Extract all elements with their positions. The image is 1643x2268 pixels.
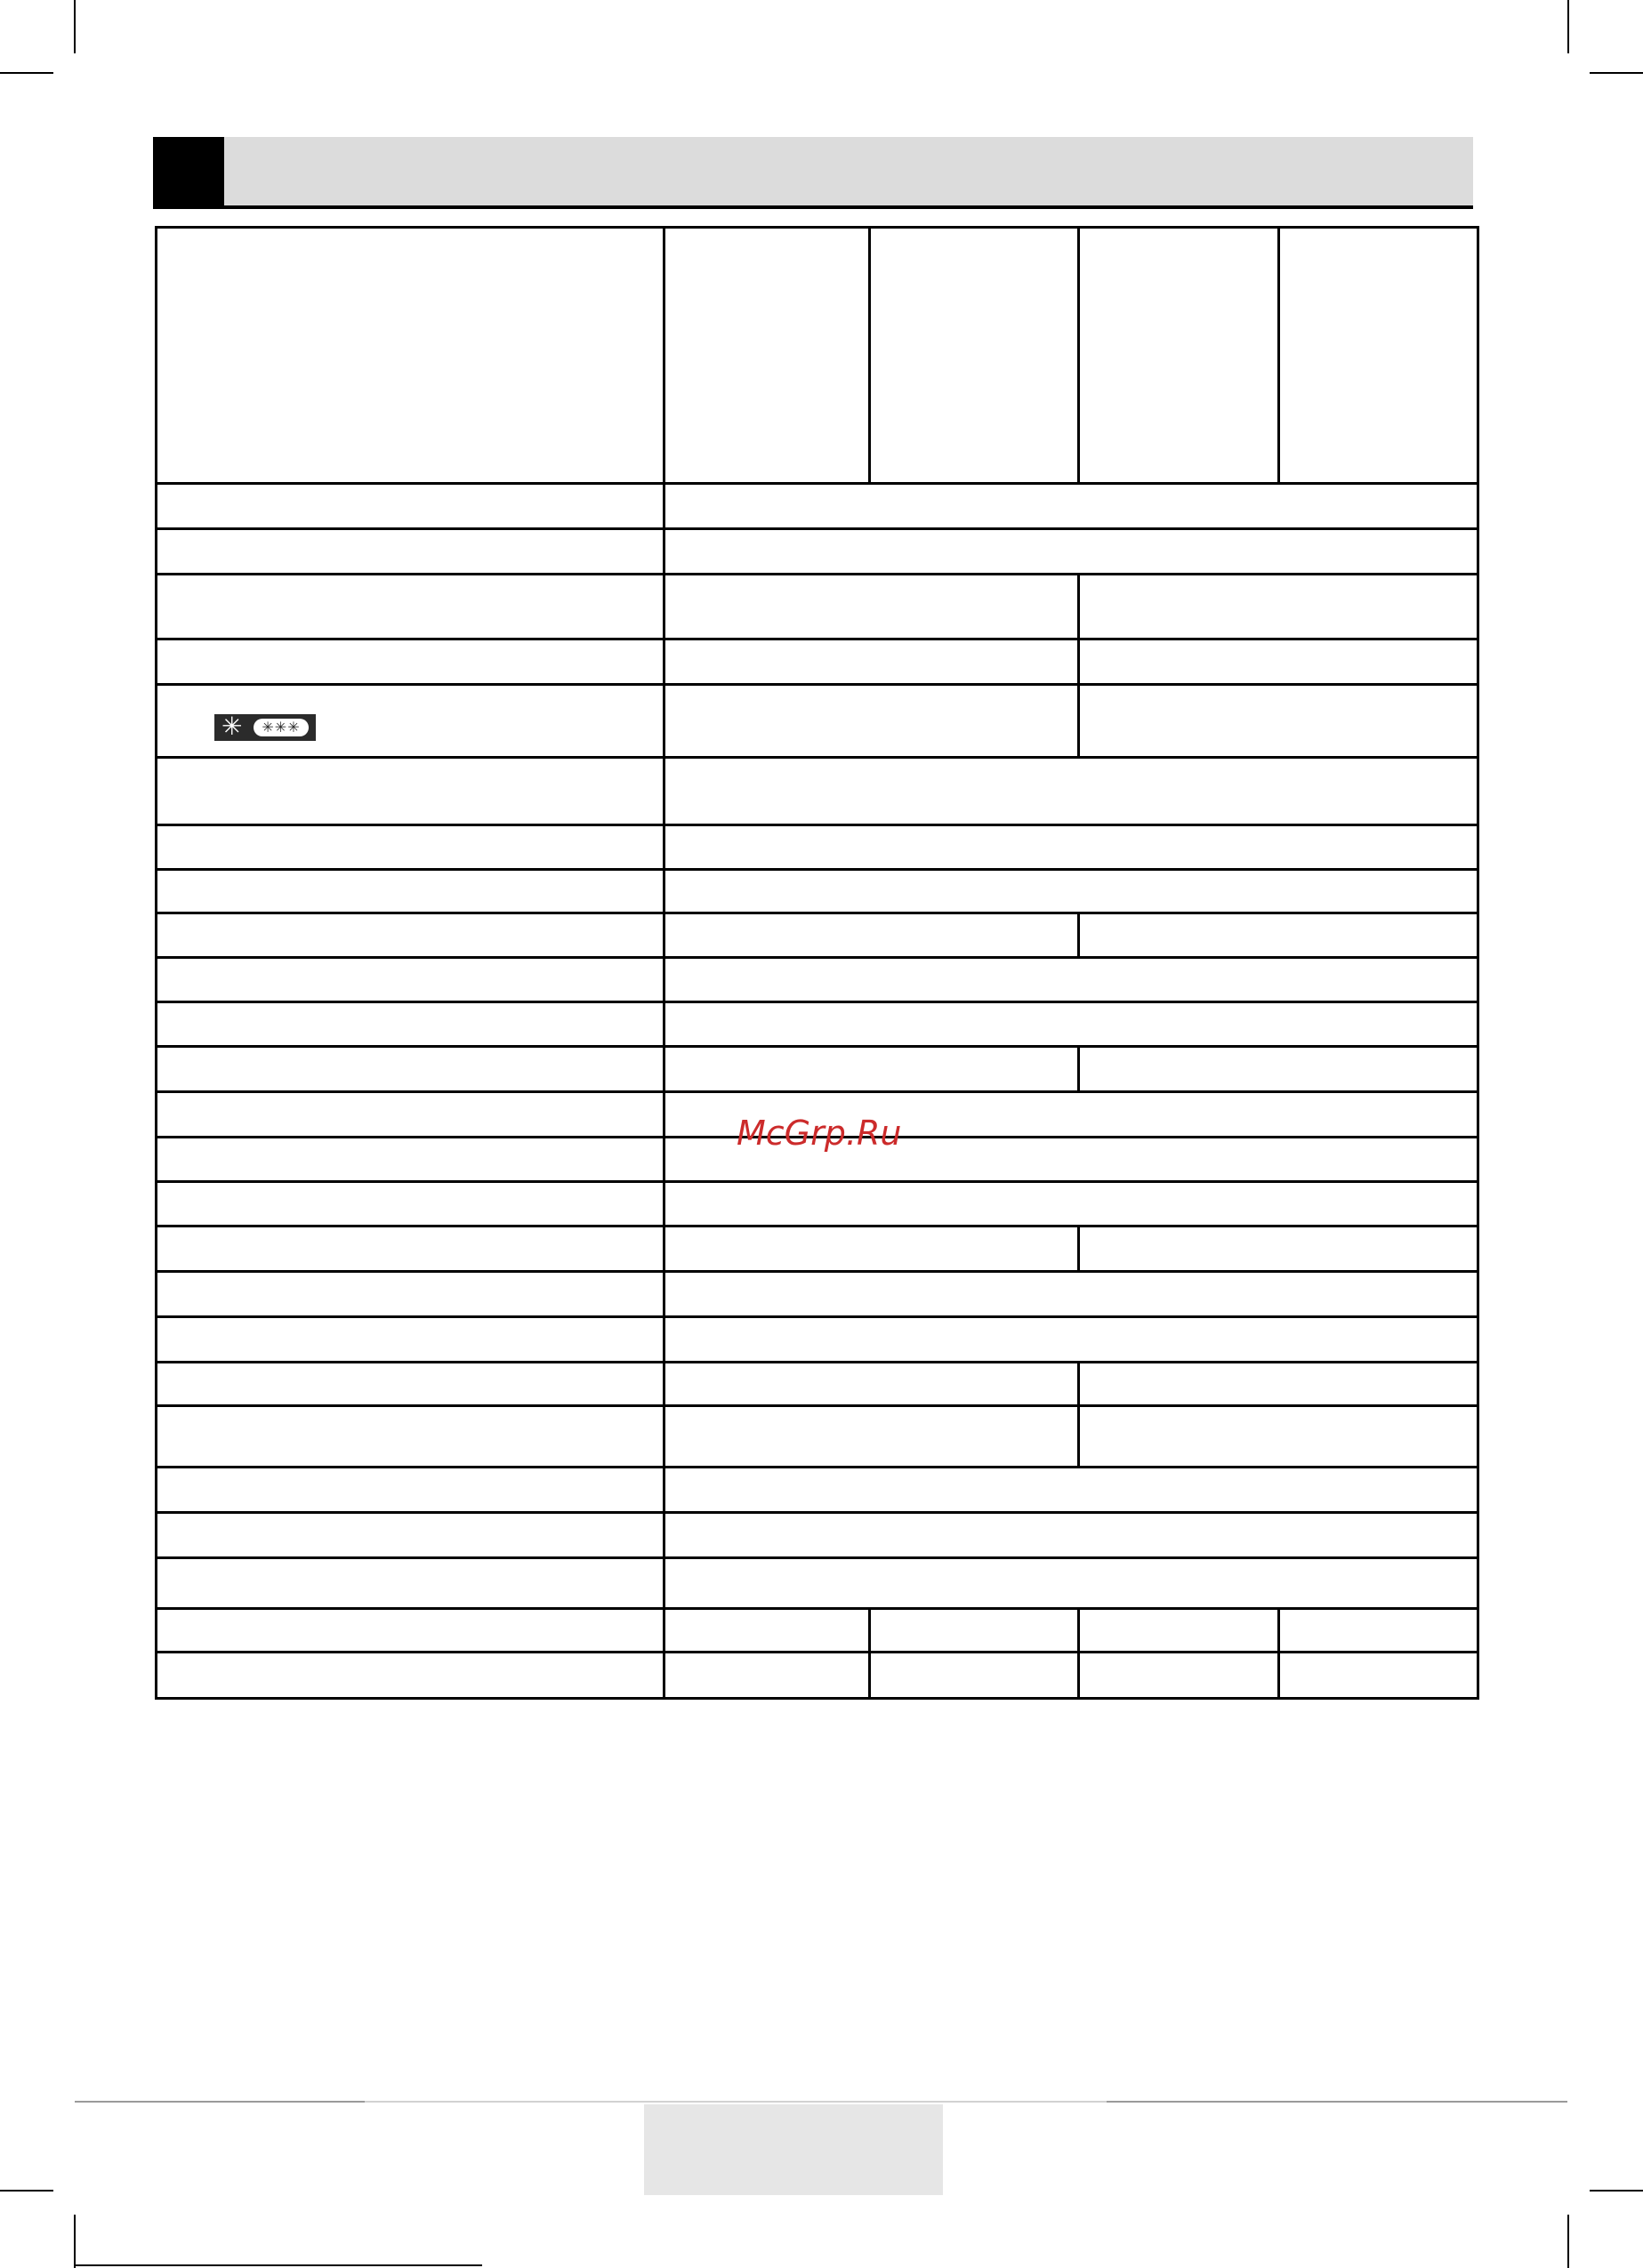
bottom-edge-line: [75, 2264, 482, 2266]
table-cell: [157, 1047, 664, 1092]
table-cell: [664, 484, 1478, 529]
table-cell: [664, 685, 1079, 758]
table-row: [157, 1317, 1478, 1363]
table-cell: [664, 958, 1478, 1002]
table-cell: [1079, 1609, 1279, 1653]
table-cell: [1279, 228, 1478, 484]
table-cell: [157, 1558, 664, 1609]
table-row: [157, 1609, 1478, 1653]
table-cell: [157, 1002, 664, 1047]
crop-mark: [1590, 72, 1643, 74]
table-cell: [664, 1182, 1478, 1226]
table-cell: [157, 1272, 664, 1317]
crop-mark: [1590, 2190, 1643, 2192]
table-cell: [870, 228, 1079, 484]
table-row: [157, 639, 1478, 685]
crop-mark: [0, 2190, 53, 2192]
table-cell: [157, 639, 664, 685]
table-header-row: [157, 228, 1478, 484]
table-row: [157, 1182, 1478, 1226]
table-cell: [1079, 1047, 1478, 1092]
spec-table: [155, 226, 1479, 1700]
table-cell: [157, 228, 664, 484]
table-cell: [664, 825, 1478, 870]
table-cell: [157, 1468, 664, 1513]
table-row: [157, 1406, 1478, 1468]
table-row: [157, 1653, 1478, 1699]
table-cell: [157, 1182, 664, 1226]
table-row: [157, 913, 1478, 958]
table-cell: [157, 484, 664, 529]
table-cell: [1279, 1609, 1478, 1653]
footer-rule-left: [75, 2101, 365, 2103]
table-cell: [157, 1092, 664, 1138]
table-row: [157, 825, 1478, 870]
table-cell: [664, 1653, 870, 1699]
table-cell: [664, 228, 870, 484]
table-cell: [664, 1609, 870, 1653]
table-cell: [157, 958, 664, 1002]
table-cell: [1079, 639, 1478, 685]
table-row: [157, 1226, 1478, 1272]
table-cell: [157, 1653, 664, 1699]
table-cell: [157, 1317, 664, 1363]
table-cell: [664, 870, 1478, 913]
table-cell: [1079, 913, 1478, 958]
crop-mark: [74, 0, 76, 53]
table-cell: [1079, 1226, 1478, 1272]
table-cell: [664, 1272, 1478, 1317]
table-cell: [1079, 1406, 1478, 1468]
section-header-rule: [153, 205, 1473, 209]
snowflake-icon: ✳: [221, 712, 243, 741]
table-cell: [870, 1609, 1079, 1653]
table-cell: [157, 1138, 664, 1182]
table-row: [157, 575, 1478, 639]
table-cell: [1079, 685, 1478, 758]
table-cell: [157, 1226, 664, 1272]
table-cell: [664, 1558, 1478, 1609]
table-cell: [664, 1002, 1478, 1047]
table-cell: [1079, 575, 1478, 639]
table-row: [157, 484, 1478, 529]
table-cell: [157, 825, 664, 870]
table-cell: [664, 1513, 1478, 1558]
table-cell: [157, 1609, 664, 1653]
table-row: [157, 1468, 1478, 1513]
crop-mark: [1567, 2215, 1569, 2268]
table-row: [157, 958, 1478, 1002]
table-cell: [157, 529, 664, 575]
table-row: [157, 529, 1478, 575]
table-cell: [1079, 1653, 1279, 1699]
table-cell: [157, 1363, 664, 1406]
table-cell: [664, 1363, 1079, 1406]
table-row: [157, 1558, 1478, 1609]
crop-mark: [74, 2215, 76, 2268]
page-number-box: [644, 2104, 943, 2195]
table-cell: [870, 1653, 1079, 1699]
table-cell: [664, 575, 1079, 639]
table-row: [157, 1047, 1478, 1092]
footer-rule-center: [365, 2101, 1107, 2103]
table-cell: [157, 1406, 664, 1468]
table-row: [157, 1363, 1478, 1406]
table-cell: [664, 1406, 1079, 1468]
table-row: [157, 685, 1478, 758]
table-row: [157, 1513, 1478, 1558]
table-cell: [664, 639, 1079, 685]
table-cell: [664, 529, 1478, 575]
table-row: [157, 758, 1478, 825]
freezer-star-rating-icon: [214, 714, 316, 741]
section-number-block: [153, 137, 224, 205]
table-row: [157, 1002, 1478, 1047]
table-row: [157, 1272, 1478, 1317]
section-header-bar: [153, 137, 1473, 205]
table-cell: [157, 1513, 664, 1558]
three-star-icon: ✳✳✳: [254, 719, 309, 736]
table-cell: [664, 758, 1478, 825]
crop-mark: [1567, 0, 1569, 53]
table-cell: [664, 1047, 1079, 1092]
table-row: [157, 870, 1478, 913]
table-cell: [1079, 228, 1279, 484]
table-cell: [664, 1317, 1478, 1363]
table-cell: [157, 758, 664, 825]
table-cell: [157, 870, 664, 913]
crop-mark: [0, 72, 53, 74]
table-cell: [1279, 1653, 1478, 1699]
table-cell: [664, 1468, 1478, 1513]
table-cell: [157, 575, 664, 639]
table-cell: [664, 1226, 1079, 1272]
table-cell: [157, 913, 664, 958]
table-cell: [664, 913, 1079, 958]
table-cell: [157, 685, 664, 758]
table-cell: [1079, 1363, 1478, 1406]
watermark-text: McGrp.Ru: [737, 1114, 902, 1153]
footer-rule-right: [1107, 2101, 1567, 2103]
